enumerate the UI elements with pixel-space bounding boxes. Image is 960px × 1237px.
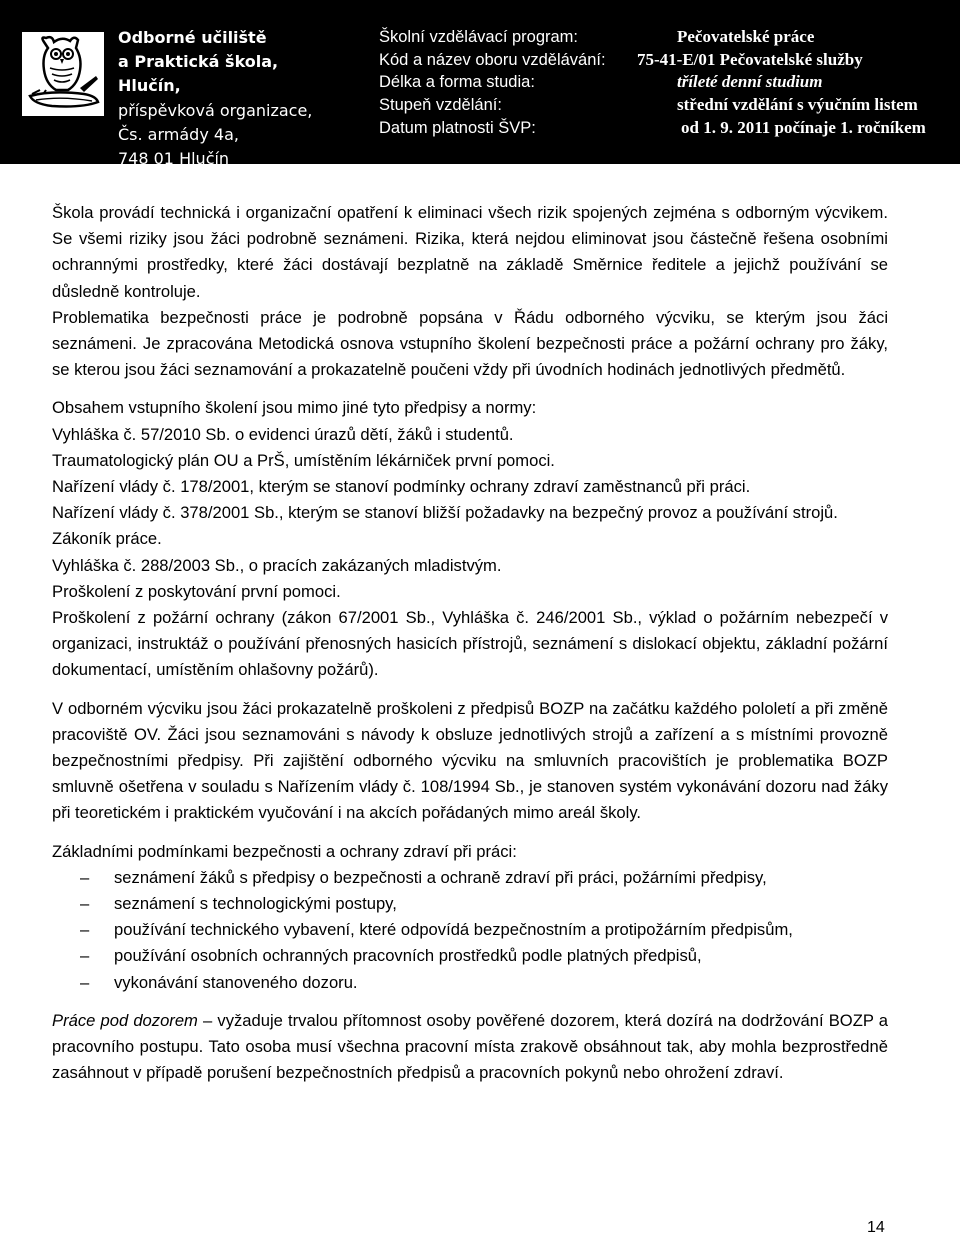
dash-bullet-icon: – bbox=[80, 867, 90, 887]
supervision-text: – vyžaduje trvalou přítomnost osoby pověřené dozorem, která dozírá na dodržování BOZP a pracovního postupu. Tato osoba musí všechna pracovní místa zrakově obsáhnout tak, aby mohla bezprostředně zasáhnout v případě porušení bezpečnostních předpisů a pracovních pokynů nebo ohrožení zdraví. bbox=[52, 1010, 888, 1083]
program-label: Školní vzdělávací program: bbox=[379, 28, 579, 46]
paragraph-risks: Škola provádí technická i organizační opatření k eliminaci všech rizik spojených zejména s odborným výcvikem. Se všemi riziky jsou žáci podrobně seznámeni. Rizika, která nejdou eliminovat jsou částečně řešena osobními ochrannými prostředky, které žáci dostávají bezplatně na základě Směrnice ředitele a jejichž používání se důsledně kontroluje. bbox=[52, 203, 888, 301]
list-item bbox=[52, 917, 888, 943]
list-item-text: vykonávání stanoveného dozoru. bbox=[114, 972, 358, 992]
program-row bbox=[379, 26, 960, 49]
program-row bbox=[379, 71, 960, 94]
page-number: 14 bbox=[867, 1219, 885, 1236]
school-street: Čs. armády 4a, bbox=[118, 124, 239, 144]
list-item-text: seznámení žáků s předpisy o bezpečnosti a ochraně zdraví při práci, požárními předpisy, bbox=[114, 867, 767, 887]
conditions-intro: Základními podmínkami bezpečnosti a ochrany zdraví při práci: bbox=[52, 841, 517, 861]
program-value: tříleté denní studium bbox=[677, 72, 823, 92]
norm-item: Nařízení vlády č. 178/2001, kterým se stanoví podmínky ochrany zdraví zaměstnanců při práci. bbox=[52, 477, 751, 497]
program-label: Délka a forma studia: bbox=[379, 73, 535, 92]
school-name-line1: Odborné učiliště bbox=[118, 28, 267, 47]
dash-bullet-icon: – bbox=[80, 894, 90, 914]
list-item bbox=[52, 943, 888, 969]
program-table bbox=[379, 26, 960, 139]
conditions-list bbox=[52, 865, 888, 996]
program-row bbox=[379, 117, 960, 140]
norms-list bbox=[52, 422, 888, 684]
program-value: Pečovatelské práce bbox=[677, 27, 815, 46]
document-body bbox=[52, 200, 888, 1087]
dash-bullet-icon: – bbox=[80, 972, 90, 992]
school-type: příspěvková organizace, bbox=[118, 100, 313, 120]
document-header bbox=[0, 0, 960, 169]
program-label: Stupeň vzdělání: bbox=[379, 96, 502, 115]
list-item bbox=[52, 891, 888, 917]
list-item bbox=[52, 970, 888, 996]
norm-item: Zákoník práce. bbox=[52, 529, 162, 549]
owl-logo-icon bbox=[22, 32, 104, 116]
supervision-term: Práce pod dozorem bbox=[52, 1010, 198, 1030]
school-info-box bbox=[0, 0, 338, 169]
dash-bullet-icon: – bbox=[80, 920, 90, 940]
norm-item: Nařízení vlády č. 378/2001 Sb., kterým se stanoví bližší požadavky na bezpečný provoz a používání strojů. bbox=[52, 503, 838, 523]
paragraph-training: V odborném výcviku jsou žáci prokazatelně proškoleni z předpisů BOZP na začátku každého pololetí a při změně pracoviště OV. Žáci jsou seznamováni s návody k obsluze jednotlivých strojů a zařízení a s místními provozně bezpečnostními předpisy. Při zajištění odborného výcviku na smluvních pracovištích je problematika BOZP smluvně ošetřena v souladu s Nařízením vlády č. 108/1994 Sb., je stanoven systém vykonávání dozoru nad žáky při teoretickém i praktickém vyučování i na akcích pořádaných mimo areál školy. bbox=[52, 698, 888, 823]
program-label: Kód a název oboru vzdělávání: bbox=[379, 50, 606, 69]
program-value: 75-41-E/01 Pečovatelské služby bbox=[637, 49, 863, 69]
program-info-box bbox=[341, 0, 960, 164]
dash-bullet-icon: – bbox=[80, 946, 90, 966]
list-item-text: používání osobních ochranných pracovních prostředků podle platných předpisů, bbox=[114, 946, 702, 966]
list-item bbox=[52, 865, 888, 891]
norm-item: Traumatologický plán OU a PrŠ, umístěním lékárniček první pomoci. bbox=[52, 450, 555, 470]
school-address bbox=[118, 26, 338, 171]
school-name-line2: a Praktická škola, Hlučín, bbox=[118, 52, 279, 96]
program-row bbox=[379, 49, 960, 72]
program-label: Datum platnosti ŠVP: bbox=[379, 118, 536, 137]
program-value: od 1. 9. 2011 počínaje 1. ročníkem bbox=[681, 117, 926, 137]
program-row bbox=[379, 94, 960, 117]
list-item-text: seznámení s technologickými postupy, bbox=[114, 894, 397, 914]
norms-intro: Obsahem vstupního školení jsou mimo jiné tyto předpisy a normy: bbox=[52, 398, 537, 418]
norm-item: Proškolení z poskytování první pomoci. bbox=[52, 581, 341, 601]
paragraph-safety-rules: Problematika bezpečnosti práce je podrobně popsána v Řádu odborného výcviku, se kterým jsou žáci seznámeni. Je zpracována Metodická osnova vstupního školení bezpečnosti práce a požární ochrany pro žáky, se kterou jsou žáci seznamování a prokazatelně poučeni vždy při úvodních hodinách jednotlivých předmětů. bbox=[52, 307, 888, 380]
list-item-text: používání technického vybavení, které odpovídá bezpečnostním a protipožárním předpisům, bbox=[114, 920, 793, 940]
norm-item: Proškolení z požární ochrany (zákon 67/2001 Sb., Vyhláška č. 246/2001 Sb., výklad o požárním nebezpečí v organizaci, instruktáž o používání přenosných hasicích přístrojů, seznámení s dislokací objektu, základní požární dokumentací, umístěním ohlašovny požárů). bbox=[52, 608, 888, 680]
school-city: 748 01 Hlučín bbox=[118, 149, 230, 169]
program-value: střední vzdělání s výučním listem bbox=[677, 95, 918, 115]
norm-item: Vyhláška č. 57/2010 Sb. o evidenci úrazů dětí, žáků i studentů. bbox=[52, 424, 514, 444]
norm-item: Vyhláška č. 288/2003 Sb., o pracích zakázaných mladistvým. bbox=[52, 555, 502, 575]
paragraph-supervision bbox=[52, 1008, 888, 1087]
